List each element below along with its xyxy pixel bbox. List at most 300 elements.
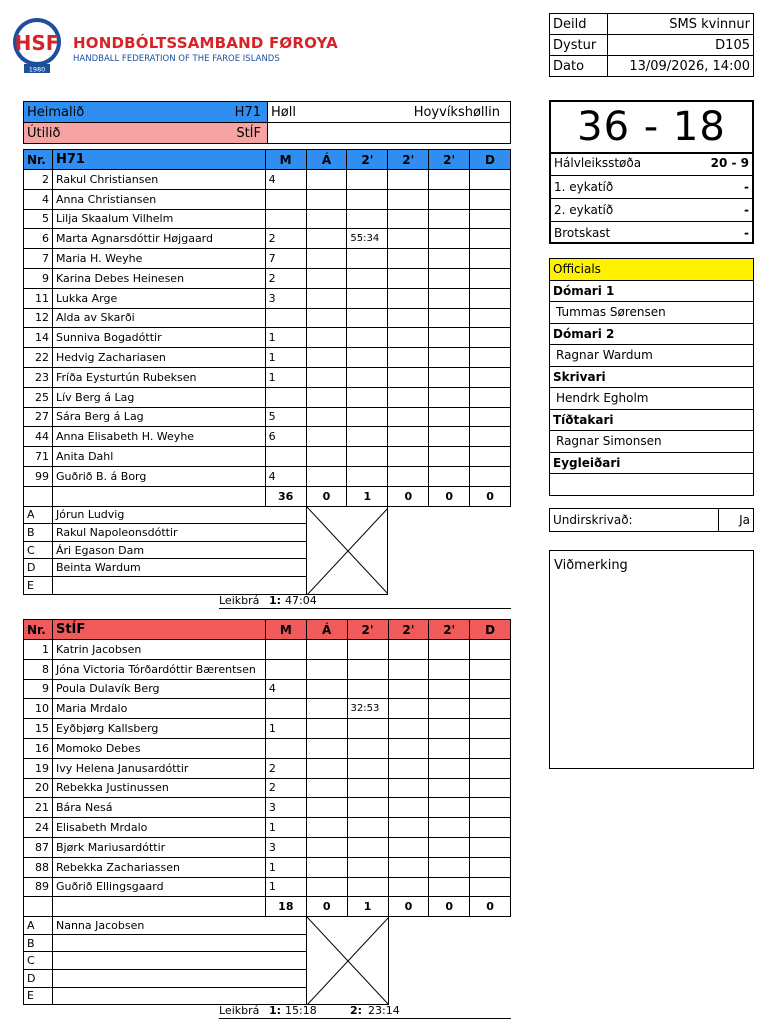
player-stat: [429, 288, 470, 308]
player-name: Rakul Christiansen: [52, 170, 265, 190]
total-value: 0: [388, 897, 429, 917]
player-name: Bára Nesá: [52, 798, 265, 818]
official-role-row: [550, 452, 754, 474]
player-row: [24, 679, 511, 699]
player-name: Bjørk Mariusardóttir: [52, 837, 265, 857]
player-number: 24: [24, 818, 53, 838]
team-official-name: Rakul Napoleonsdóttir: [52, 524, 306, 542]
player-stat: [470, 877, 511, 897]
player-stat: [429, 719, 470, 739]
team-official-name: [52, 934, 306, 952]
total-value: 0: [429, 486, 470, 506]
player-stat: [265, 699, 306, 719]
blank-area: [388, 917, 470, 1005]
player-name: Elisabeth Mrdalo: [52, 818, 265, 838]
player-stat: [347, 778, 388, 798]
player-number: 9: [24, 268, 53, 288]
player-stat: [429, 640, 470, 660]
player-stat: [306, 229, 347, 249]
player-stat: [388, 837, 429, 857]
player-stat: [306, 189, 347, 209]
player-stat: [347, 837, 388, 857]
team-official-label: C: [24, 952, 53, 970]
player-stat: [388, 249, 429, 269]
player-stat: [470, 348, 511, 368]
match-value: D105: [607, 35, 753, 56]
player-row: [24, 466, 511, 486]
totals-blank: [24, 897, 53, 917]
player-number: 21: [24, 798, 53, 818]
player-number: 8: [24, 659, 53, 679]
score-box: [549, 100, 754, 244]
player-stat: [265, 659, 306, 679]
score-row-label: 1. eykatíð: [551, 175, 687, 198]
player-stat: [306, 308, 347, 328]
player-name: Anna Christiansen: [52, 189, 265, 209]
player-stat: [470, 738, 511, 758]
player-stat: [388, 367, 429, 387]
timeout-1-label: 1:: [269, 1004, 282, 1017]
remarks-label: Viðmerking: [554, 558, 628, 573]
player-stat: [347, 857, 388, 877]
team-official-label: E: [24, 576, 53, 594]
total-value: 0: [470, 486, 511, 506]
player-stat: [347, 659, 388, 679]
player-row: [24, 189, 511, 209]
score-row-value: -: [687, 175, 752, 198]
player-stat: [429, 367, 470, 387]
player-stat: [388, 778, 429, 798]
player-row: [24, 268, 511, 288]
player-stat: [388, 758, 429, 778]
officials-header: Officials: [550, 259, 754, 281]
player-stat: [347, 640, 388, 660]
player-stat: [306, 407, 347, 427]
player-stat: [347, 818, 388, 838]
player-stat: [388, 268, 429, 288]
total-value: 1: [347, 486, 388, 506]
player-stat: [347, 447, 388, 467]
total-value: 36: [265, 486, 306, 506]
player-stat: 1: [265, 818, 306, 838]
table-header-row: [24, 150, 511, 170]
player-name: Anna Elisabeth H. Weyhe: [52, 427, 265, 447]
header-nr: Nr.: [24, 150, 53, 170]
player-stat: [388, 189, 429, 209]
player-number: 1: [24, 640, 53, 660]
header-nr: Nr.: [24, 620, 53, 640]
score-row-value: -: [687, 198, 752, 221]
player-stat: [429, 466, 470, 486]
player-stat: [306, 328, 347, 348]
player-stat: [470, 679, 511, 699]
player-stat: [388, 427, 429, 447]
player-stat: [306, 837, 347, 857]
score-row-label: Brotskast: [554, 225, 611, 240]
player-stat: 5: [265, 407, 306, 427]
player-name: Poula Dulavík Berg: [52, 679, 265, 699]
player-stat: [429, 679, 470, 699]
player-stat: [429, 229, 470, 249]
player-stat: [265, 640, 306, 660]
player-stat: [347, 209, 388, 229]
player-stat: [429, 348, 470, 368]
team-official-label: C: [24, 541, 53, 559]
team-official-label: B: [24, 524, 53, 542]
team-official-name: Beinta Wardum: [52, 559, 306, 577]
venue-cell: [268, 102, 511, 123]
venue-label: Høll: [271, 104, 296, 120]
player-number: 7: [24, 249, 53, 269]
player-stat: [388, 466, 429, 486]
timeout-2-label: 2:: [350, 1004, 363, 1017]
home-players-table: [23, 149, 511, 595]
player-number: 19: [24, 758, 53, 778]
player-stat: [347, 427, 388, 447]
totals-blank: [24, 486, 53, 506]
player-stat: [306, 679, 347, 699]
player-stat: [347, 387, 388, 407]
home-label: Heimalið: [27, 104, 85, 120]
player-stat: [388, 308, 429, 328]
signed-value: Ja: [719, 509, 754, 532]
crossed-out-cell: [306, 506, 388, 594]
player-row: [24, 328, 511, 348]
player-stat: [388, 170, 429, 190]
player-stat: [429, 268, 470, 288]
player-stat: 3: [265, 288, 306, 308]
player-name: Guðrið B. á Borg: [52, 466, 265, 486]
official-role: Dómari 2: [550, 323, 754, 345]
player-stat: [388, 679, 429, 699]
player-stat: [388, 857, 429, 877]
player-stat: [388, 719, 429, 739]
player-stat: [306, 798, 347, 818]
player-stat: [265, 189, 306, 209]
away-players-table: [23, 619, 511, 1005]
score-row-label: 2. eykatíð: [551, 198, 687, 221]
team-official-label: D: [24, 969, 53, 987]
official-name-row: [550, 431, 754, 453]
team-official-row: [24, 506, 511, 524]
timeout-2-time: 23:14: [368, 1004, 400, 1017]
official-role-row: [550, 280, 754, 302]
player-name: Momoko Debes: [52, 738, 265, 758]
cross-icon: [307, 917, 388, 1004]
player-stat: [470, 308, 511, 328]
player-row: [24, 387, 511, 407]
player-stat: [429, 427, 470, 447]
division-label: Deild: [550, 14, 608, 35]
total-value: 0: [429, 897, 470, 917]
player-row: [24, 170, 511, 190]
player-stat: 7: [265, 249, 306, 269]
total-value: 18: [265, 897, 306, 917]
timeout-label: Leikbrá: [219, 1004, 260, 1017]
player-stat: [429, 387, 470, 407]
player-stat: [347, 348, 388, 368]
player-stat: [347, 738, 388, 758]
player-name: Anita Dahl: [52, 447, 265, 467]
official-name-row: [550, 302, 754, 324]
player-stat: [470, 288, 511, 308]
player-stat: [429, 209, 470, 229]
player-stat: [429, 837, 470, 857]
away-timeouts: [219, 1004, 511, 1019]
player-number: 22: [24, 348, 53, 368]
player-stat: 1: [265, 857, 306, 877]
player-stat: [470, 719, 511, 739]
player-stat: [388, 447, 429, 467]
player-stat: [470, 837, 511, 857]
federation-subtitle: HANDBALL FEDERATION OF THE FAROE ISLANDS: [73, 54, 280, 64]
player-stat: [306, 170, 347, 190]
player-stat: [470, 209, 511, 229]
player-stat: [470, 659, 511, 679]
team-official-name: [52, 987, 306, 1005]
player-stat: [306, 348, 347, 368]
header-team-name: H71: [52, 150, 265, 170]
player-stat: [306, 447, 347, 467]
player-stat: [429, 447, 470, 467]
away-team-name: StÍF: [236, 125, 261, 141]
player-stat: 4: [265, 170, 306, 190]
player-name: Jóna Victoria Tórðardóttir Bærentsen: [52, 659, 265, 679]
total-value: 0: [306, 486, 347, 506]
player-stat: [347, 328, 388, 348]
player-stat: 4: [265, 466, 306, 486]
player-stat: [470, 798, 511, 818]
player-stat: 3: [265, 837, 306, 857]
player-number: 12: [24, 308, 53, 328]
totals-row: [24, 897, 511, 917]
final-score: 36 - 18: [551, 102, 752, 154]
player-name: Hedvig Zachariasen: [52, 348, 265, 368]
player-stat: [347, 466, 388, 486]
player-number: 27: [24, 407, 53, 427]
player-stat: [470, 699, 511, 719]
player-stat: [388, 348, 429, 368]
player-row: [24, 837, 511, 857]
signed-label: Undirskrivað:: [550, 509, 719, 532]
player-stat: [347, 719, 388, 739]
header-col: M: [265, 620, 306, 640]
player-stat: 1: [265, 348, 306, 368]
player-stat: [470, 268, 511, 288]
player-stat: [429, 308, 470, 328]
player-number: 5: [24, 209, 53, 229]
home-timeouts: [219, 594, 511, 609]
player-stat: [388, 659, 429, 679]
player-stat: [470, 249, 511, 269]
timeout-1-label: 1:: [269, 594, 282, 607]
player-name: Lilja Skaalum Vilhelm: [52, 209, 265, 229]
player-row: [24, 427, 511, 447]
player-name: Sunniva Bogadóttir: [52, 328, 265, 348]
score-row-value: -: [744, 225, 749, 240]
official-name: [550, 474, 754, 496]
player-number: 10: [24, 699, 53, 719]
player-number: 11: [24, 288, 53, 308]
player-row: [24, 719, 511, 739]
player-stat: 4: [265, 679, 306, 699]
table-header-row: [24, 620, 511, 640]
player-name: Katrin Jacobsen: [52, 640, 265, 660]
official-role: Dómari 1: [550, 280, 754, 302]
player-stat: [347, 288, 388, 308]
player-stat: [347, 308, 388, 328]
player-stat: [470, 857, 511, 877]
official-name-row: [550, 474, 754, 496]
team-official-name: Nanna Jacobsen: [52, 917, 306, 935]
player-stat: 2: [265, 229, 306, 249]
player-number: 88: [24, 857, 53, 877]
totals-blank: [52, 897, 265, 917]
hsf-emblem-icon: [10, 14, 66, 74]
player-stat: [347, 679, 388, 699]
official-role: Eygleiðari: [550, 452, 754, 474]
team-official-name: [52, 576, 306, 594]
home-team-cell: [24, 102, 268, 123]
header-col: 2': [429, 150, 470, 170]
player-stat: [470, 466, 511, 486]
player-name: Sára Berg á Lag: [52, 407, 265, 427]
player-stat: [388, 818, 429, 838]
player-stat: [347, 367, 388, 387]
remarks-box: [549, 550, 754, 769]
team-official-label: E: [24, 987, 53, 1005]
team-official-name: [52, 952, 306, 970]
player-stat: 6: [265, 427, 306, 447]
player-number: 71: [24, 447, 53, 467]
score-row: [551, 198, 752, 221]
match-info-table: [549, 13, 754, 77]
header-col: 2': [388, 620, 429, 640]
player-stat: [306, 466, 347, 486]
team-official-name: [52, 969, 306, 987]
player-stat: [429, 249, 470, 269]
player-row: [24, 738, 511, 758]
player-name: Alda av Skarði: [52, 308, 265, 328]
player-name: Eyðbjørg Kallsberg: [52, 719, 265, 739]
player-stat: [306, 249, 347, 269]
player-name: Karina Debes Heinesen: [52, 268, 265, 288]
player-row: [24, 818, 511, 838]
player-number: 2: [24, 170, 53, 190]
player-number: 14: [24, 328, 53, 348]
player-stat: [306, 367, 347, 387]
header-col: D: [470, 620, 511, 640]
player-row: [24, 758, 511, 778]
officials-header-row: [550, 259, 754, 281]
teams-table: [23, 101, 511, 144]
score-row: [551, 152, 752, 175]
player-name: Rebekka Zachariassen: [52, 857, 265, 877]
team-official-label: D: [24, 559, 53, 577]
player-stat: [306, 268, 347, 288]
player-stat: [429, 328, 470, 348]
header-col: D: [470, 150, 511, 170]
timeout-label: Leikbrá: [219, 594, 260, 607]
score-row: [551, 175, 752, 198]
player-stat: [470, 447, 511, 467]
player-stat: [429, 738, 470, 758]
match-label: Dystur: [550, 35, 608, 56]
player-stat: [347, 268, 388, 288]
player-stat: [265, 738, 306, 758]
player-stat: 1: [265, 367, 306, 387]
player-row: [24, 857, 511, 877]
player-stat: [388, 798, 429, 818]
player-stat: [470, 778, 511, 798]
total-value: 0: [470, 897, 511, 917]
player-name: Marta Agnarsdóttir Højgaard: [52, 229, 265, 249]
player-row: [24, 229, 511, 249]
player-stat: 32:53: [347, 699, 388, 719]
team-official-label: B: [24, 934, 53, 952]
crossed-out-cell: [306, 917, 388, 1005]
svg-text:1980: 1980: [28, 65, 46, 74]
player-number: 15: [24, 719, 53, 739]
home-team-name: H71: [234, 104, 261, 120]
player-stat: [306, 387, 347, 407]
player-row: [24, 778, 511, 798]
player-stat: 55:34: [347, 229, 388, 249]
player-name: Rebekka Justinussen: [52, 778, 265, 798]
player-stat: 1: [265, 328, 306, 348]
official-name: Hendrk Egholm: [550, 388, 754, 410]
official-role-row: [550, 366, 754, 388]
cross-icon: [307, 507, 388, 594]
player-stat: [388, 407, 429, 427]
header-col: M: [265, 150, 306, 170]
player-row: [24, 348, 511, 368]
player-stat: [306, 659, 347, 679]
official-name: Tummas Sørensen: [550, 302, 754, 324]
player-stat: [470, 387, 511, 407]
player-row: [24, 308, 511, 328]
player-stat: [388, 877, 429, 897]
team-official-name: Jórun Ludvig: [52, 506, 306, 524]
player-number: 6: [24, 229, 53, 249]
player-stat: [429, 877, 470, 897]
team-official-name: Ári Egason Dam: [52, 541, 306, 559]
official-name: Ragnar Wardum: [550, 345, 754, 367]
officials-table: [549, 258, 754, 496]
player-stat: 1: [265, 719, 306, 739]
player-stat: [429, 857, 470, 877]
header-col: 2': [388, 150, 429, 170]
federation-logo: [10, 14, 338, 76]
player-stat: [347, 407, 388, 427]
player-stat: [306, 288, 347, 308]
header-col: 2': [347, 620, 388, 640]
player-stat: [470, 427, 511, 447]
player-stat: [470, 328, 511, 348]
player-number: 4: [24, 189, 53, 209]
player-stat: [470, 189, 511, 209]
player-stat: [429, 407, 470, 427]
away-label: Útilið: [27, 125, 61, 141]
player-row: [24, 288, 511, 308]
total-value: 0: [306, 897, 347, 917]
official-name: Ragnar Simonsen: [550, 431, 754, 453]
official-name-row: [550, 345, 754, 367]
player-name: Guðrið Ellingsgaard: [52, 877, 265, 897]
player-stat: [306, 778, 347, 798]
player-number: 23: [24, 367, 53, 387]
player-stat: [265, 387, 306, 407]
